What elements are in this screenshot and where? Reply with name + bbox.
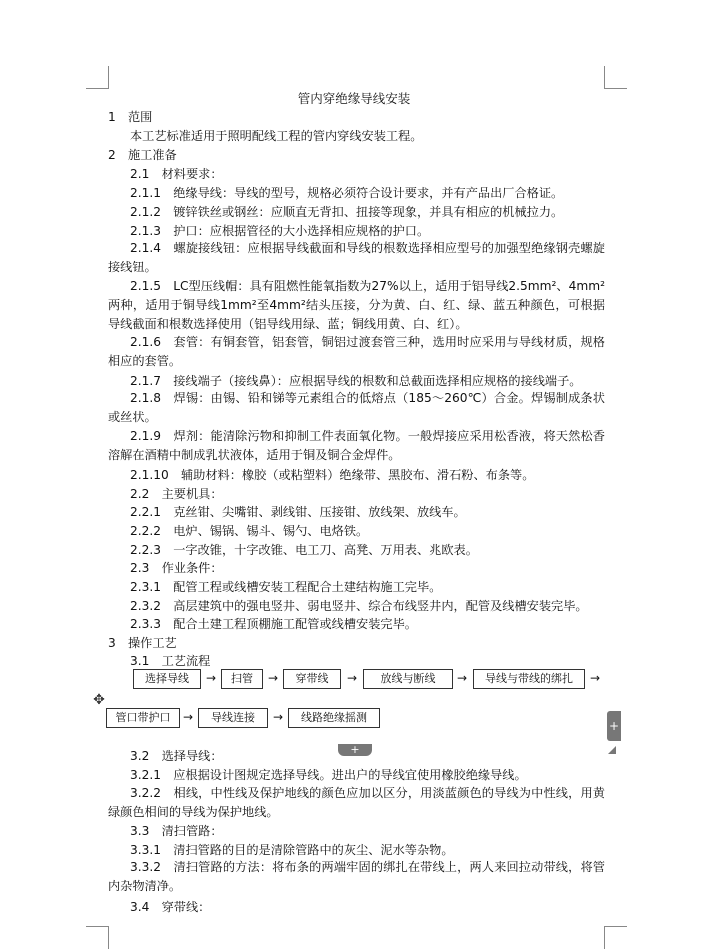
heading-1: 1 范围	[108, 110, 153, 124]
item-3-3-1: 3.3.1 清扫管路的目的是清除管路中的灰尘、泥水等杂物。	[130, 843, 454, 857]
flow-step-wire-connection: 导线连接	[198, 708, 268, 728]
flow-arrow: →	[273, 710, 284, 724]
item-2-1-6: 2.1.6 套管：有铜套管，铝套管，铜铝过渡套管三种，选用时应采用与导线材质，规格相应的套管。	[108, 335, 605, 368]
document-title: 管内穿绝缘导线安装	[297, 91, 411, 106]
item-3-3-2: 3.3.2 清扫管路的方法：将布条的两端牢固的绑扎在带线上，两人来回拉动带线，将管内杂物清净。	[108, 860, 605, 893]
flow-step-thread-lead-wire: 穿带线	[283, 669, 341, 689]
heading-3: 3 操作工艺	[108, 636, 177, 650]
item-2-1-5: 2.1.5 LC型压线帽：具有阻燃性能氧指数为27%以上，适用于铝导线2.5mm²、4mm²两种，适用于铜导线1mm²至4mm²结头压接，分为黄、白、红、绿、蓝五种颜色，可根据导线截面和根数选择使用（铝导线用绿、蓝；铜线用黄、白、红）。	[108, 279, 605, 331]
side-expand-button[interactable]: +	[607, 711, 621, 741]
item-2-1-4: 2.1.4 螺旋接线钮：应根据导线截面和导线的根数选择相应型号的加强型绝缘钢壳螺旋接线钮。	[108, 241, 605, 274]
subheading-3-1: 3.1 工艺流程	[130, 654, 211, 668]
flow-step-pipe-mouth-guard: 管口带护口	[106, 708, 180, 728]
add-row-button[interactable]: +	[338, 744, 372, 756]
item-3-2-1: 3.2.1 应根据设计图规定选择导线。进出户的导线宜使用橡胶绝缘导线。	[130, 768, 527, 782]
item-2-1-9: 2.1.9 焊剂：能清除污物和抑制工件表面氧化物。一般焊接应采用松香液，将天然松香溶解在酒精中制成乳状液体，适用于铜及铜合金焊件。	[108, 429, 605, 462]
subheading-3-2: 3.2 选择导线：	[130, 749, 223, 763]
page-corner-top-right	[604, 66, 627, 89]
item-2-1-10: 2.1.10 辅助材料：橡胶（或粘塑料）绝缘带、黑胶布、滑石粉、布条等。	[130, 468, 535, 482]
item-2-1-2: 2.1.2 镀锌铁丝或钢丝：应顺直无背扣、扭接等现象，并具有相应的机械拉力。	[130, 205, 564, 219]
flow-arrow: →	[590, 671, 601, 685]
item-2-1-3: 2.1.3 护口：应根据管径的大小选择相应规格的护口。	[130, 224, 430, 238]
flow-arrow: →	[347, 671, 358, 685]
flow-step-select-wire: 选择导线	[133, 669, 201, 689]
subheading-2-1: 2.1 材料要求：	[130, 167, 223, 181]
page-corner-top-left	[86, 66, 109, 89]
subheading-2-3: 2.3 作业条件：	[130, 561, 223, 575]
flow-step-bind-wire: 导线与带线的绑扎	[473, 669, 585, 689]
heading-2: 2 施工准备	[108, 148, 177, 162]
item-2-2-3: 2.2.3 一字改锥，十字改锥、电工刀、高凳、万用表、兆欧表。	[130, 543, 478, 557]
move-handle-icon[interactable]: ✥	[93, 692, 105, 708]
item-2-3-2: 2.3.2 高层建筑中的强电竖井、弱电竖井、综合布线竖井内，配管及线槽安装完毕。	[130, 599, 588, 613]
item-2-2-1: 2.2.1 克丝钳、尖嘴钳、剥线钳、压接钳、放线架、放线车。	[130, 505, 466, 519]
subheading-2-2: 2.2 主要机具：	[130, 487, 223, 501]
subheading-3-4: 3.4 穿带线：	[130, 900, 211, 914]
item-3-2-2: 3.2.2 相线，中性线及保护地线的颜色应加以区分，用淡蓝颜色的导线为中性线，用黄绿颜色相间的导线为保护地线。	[108, 786, 605, 819]
subheading-3-3: 3.3 清扫管路：	[130, 824, 223, 838]
item-2-3-1: 2.3.1 配管工程或线槽安装工程配合土建结构施工完毕。	[130, 580, 442, 594]
flow-step-pay-out-and-cut: 放线与断线	[363, 669, 453, 689]
flow-step-insulation-test: 线路绝缘摇测	[288, 708, 380, 728]
flow-arrow: →	[183, 710, 194, 724]
item-2-2-2: 2.2.2 电炉、锡锅、锡斗、锡勺、电烙铁。	[130, 524, 369, 538]
item-2-1-7: 2.1.7 接线端子（接线鼻）：应根据导线的根数和总截面选择相应规格的接线端子。	[130, 374, 582, 388]
flow-arrow: →	[206, 671, 217, 685]
item-2-1-1: 2.1.1 绝缘导线：导线的型号，规格必须符合设计要求，并有产品出厂合格证。	[130, 186, 564, 200]
paragraph: 本工艺标准适用于照明配线工程的管内穿线安装工程。	[130, 129, 423, 143]
flow-arrow: →	[457, 671, 468, 685]
item-2-3-3: 2.3.3 配合土建工程顶棚施工配管或线槽安装完毕。	[130, 617, 417, 631]
item-2-1-8: 2.1.8 焊锡：由锡、铅和锑等元素组合的低熔点（185～260℃）合金。焊锡制成条状或丝状。	[108, 391, 605, 424]
flow-step-sweep-pipe: 扫管	[221, 669, 263, 689]
resize-corner-icon[interactable]	[608, 746, 616, 754]
flow-arrow: →	[268, 671, 279, 685]
